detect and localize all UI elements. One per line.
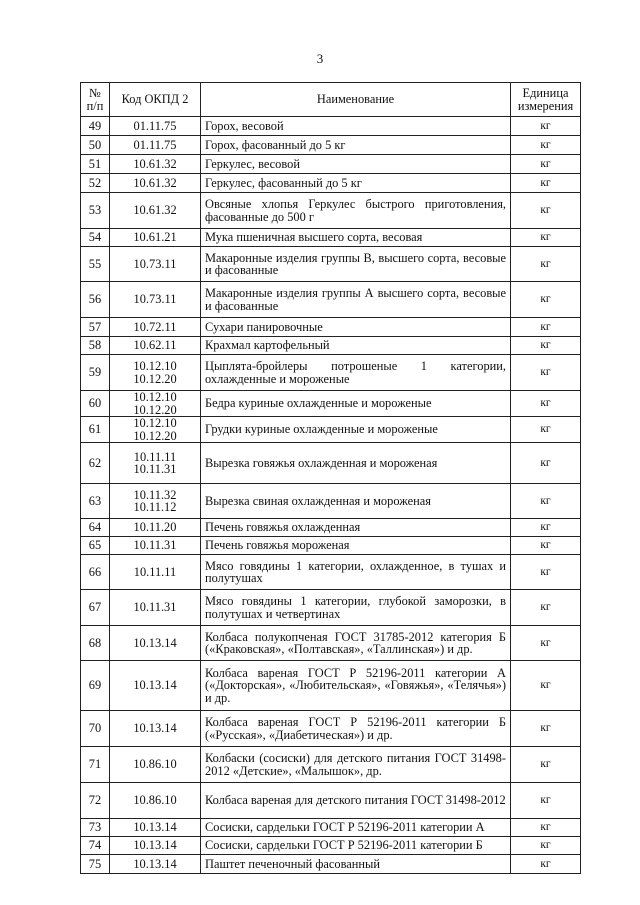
- table-row: [81, 282, 581, 318]
- row-code: [110, 661, 201, 711]
- row-unit: кг: [511, 337, 581, 355]
- row-code: [110, 155, 201, 174]
- table-row: [81, 484, 581, 519]
- table-row: [81, 747, 581, 783]
- row-number: 63: [81, 484, 110, 519]
- table-row: [81, 537, 581, 555]
- row-number: 66: [81, 555, 110, 590]
- row-unit: кг: [511, 626, 581, 661]
- header-unit: Единица измерения: [511, 83, 581, 117]
- okpd-code: 10.62.11: [133, 338, 177, 353]
- table-row: [81, 174, 581, 193]
- okpd-code: 10.13.14: [133, 635, 177, 650]
- row-code: [110, 590, 201, 626]
- row-number: 70: [81, 711, 110, 747]
- row-code: [110, 174, 201, 193]
- row-name: Сосиски, сардельки ГОСТ Р 52196-2011 категории А: [201, 819, 511, 837]
- row-unit: кг: [511, 555, 581, 590]
- okpd-code: 10.11.11: [133, 564, 177, 579]
- row-number: 57: [81, 318, 110, 337]
- table-row: [81, 855, 581, 874]
- row-name: Сухари панировочные: [201, 318, 511, 337]
- table-row: [81, 247, 581, 282]
- table-body: [81, 117, 581, 874]
- row-unit: кг: [511, 136, 581, 155]
- table-row: [81, 590, 581, 626]
- table-row: [81, 355, 581, 391]
- row-name: Бедра куриные охлажденные и мороженые: [201, 391, 511, 417]
- table-row: [81, 136, 581, 155]
- row-unit: кг: [511, 391, 581, 417]
- row-name: Вырезка свиная охлажденная и мороженая: [201, 484, 511, 519]
- row-code: [110, 282, 201, 318]
- table-row: [81, 819, 581, 837]
- row-number: 71: [81, 747, 110, 783]
- row-code: [110, 837, 201, 855]
- row-number: 59: [81, 355, 110, 391]
- row-unit: кг: [511, 819, 581, 837]
- row-unit: кг: [511, 443, 581, 484]
- row-unit: кг: [511, 484, 581, 519]
- row-unit: кг: [511, 155, 581, 174]
- table-header-row: [81, 83, 581, 117]
- products-table: [80, 82, 581, 874]
- table-row: [81, 155, 581, 174]
- row-code: [110, 355, 201, 391]
- row-name: Мясо говядины 1 категории, охлажденное, в тушах и полутушах: [201, 555, 511, 590]
- row-name: Колбаса полукопченая ГОСТ 31785-2012 категория Б («Краковская», «Полтавская», «Таллинская») и др.: [201, 626, 511, 661]
- okpd-code: 10.13.14: [133, 856, 177, 871]
- page-number: 3: [316, 51, 324, 66]
- okpd-code: 10.86.10: [133, 793, 177, 808]
- row-code: [110, 443, 201, 484]
- row-name: Геркулес, весовой: [201, 155, 511, 174]
- okpd-code: 10.11.32: [133, 487, 177, 502]
- row-code: [110, 318, 201, 337]
- row-code: [110, 136, 201, 155]
- okpd-code: 10.72.11: [133, 319, 177, 334]
- row-number: 53: [81, 193, 110, 229]
- row-name: Колбаса вареная для детского питания ГОСТ 31498-2012: [201, 783, 511, 819]
- row-code: [110, 193, 201, 229]
- row-unit: кг: [511, 590, 581, 626]
- table-row: [81, 711, 581, 747]
- row-name: Цыплята-бройлеры потрошеные 1 категории, охлажденные и мороженые: [201, 355, 511, 391]
- row-code: [110, 519, 201, 537]
- row-unit: кг: [511, 318, 581, 337]
- table-row: [81, 555, 581, 590]
- row-code: [110, 229, 201, 247]
- row-unit: кг: [511, 519, 581, 537]
- row-name: Овсяные хлопья Геркулес быстрого приготовления, фасованные до 500 г: [201, 193, 511, 229]
- row-name: Мука пшеничная высшего сорта, весовая: [201, 229, 511, 247]
- okpd-code: 10.11.31: [133, 600, 177, 615]
- row-name: Печень говяжья охлажденная: [201, 519, 511, 537]
- row-number: 49: [81, 117, 110, 136]
- row-number: 68: [81, 626, 110, 661]
- okpd-code: 10.13.14: [133, 678, 177, 693]
- row-unit: кг: [511, 783, 581, 819]
- table-row: [81, 318, 581, 337]
- header-code: Код ОКПД 2: [110, 83, 201, 117]
- okpd-code: 10.61.32: [133, 203, 177, 218]
- okpd-code: 10.11.31: [133, 462, 177, 476]
- row-code: [110, 484, 201, 519]
- row-name: Крахмал картофельный: [201, 337, 511, 355]
- row-number: 61: [81, 417, 110, 443]
- okpd-code: 10.13.14: [133, 820, 177, 835]
- table-row: [81, 417, 581, 443]
- row-unit: кг: [511, 117, 581, 136]
- row-number: 52: [81, 174, 110, 193]
- row-name: Печень говяжья мороженая: [201, 537, 511, 555]
- row-number: 60: [81, 391, 110, 417]
- row-name: Горох, весовой: [201, 117, 511, 136]
- row-name: Грудки куриные охлажденные и мороженые: [201, 417, 511, 443]
- okpd-code: 10.11.31: [133, 538, 177, 553]
- table-row: [81, 626, 581, 661]
- header-name: Наименование: [201, 83, 511, 117]
- row-name: Мясо говядины 1 категории, глубокой заморозки, в полутушах и четвертинах: [201, 590, 511, 626]
- row-number: 54: [81, 229, 110, 247]
- okpd-code: 01.11.75: [133, 137, 177, 152]
- row-code: [110, 117, 201, 136]
- row-unit: кг: [511, 355, 581, 391]
- okpd-code: 01.11.75: [133, 118, 177, 133]
- okpd-code: 10.61.21: [133, 230, 177, 245]
- row-number: 65: [81, 537, 110, 555]
- row-code: [110, 417, 201, 443]
- table-row: [81, 661, 581, 711]
- row-unit: кг: [511, 282, 581, 318]
- table-row: [81, 837, 581, 855]
- okpd-code: 10.73.11: [133, 256, 177, 271]
- table-row: [81, 117, 581, 136]
- okpd-code: 10.12.10: [133, 416, 177, 430]
- row-code: [110, 391, 201, 417]
- row-number: 75: [81, 855, 110, 874]
- row-number: 56: [81, 282, 110, 318]
- row-number: 64: [81, 519, 110, 537]
- row-name: Горох, фасованный до 5 кг: [201, 136, 511, 155]
- row-unit: кг: [511, 661, 581, 711]
- okpd-code: 10.12.10: [133, 390, 177, 404]
- okpd-code: 10.13.14: [133, 721, 177, 736]
- okpd-code: 10.61.32: [133, 156, 177, 171]
- row-number: 50: [81, 136, 110, 155]
- row-code: [110, 626, 201, 661]
- row-code: [110, 783, 201, 819]
- row-code: [110, 555, 201, 590]
- table-row: [81, 229, 581, 247]
- row-number: 73: [81, 819, 110, 837]
- okpd-code: 10.11.11: [133, 449, 177, 464]
- okpd-code: 10.12.20: [133, 428, 177, 443]
- row-unit: кг: [511, 174, 581, 193]
- row-code: [110, 819, 201, 837]
- row-name: Сосиски, сардельки ГОСТ Р 52196-2011 категории Б: [201, 837, 511, 855]
- row-code: [110, 711, 201, 747]
- okpd-code: 10.11.20: [133, 520, 177, 535]
- row-number: 62: [81, 443, 110, 484]
- table-row: [81, 783, 581, 819]
- row-name: Колбаса вареная ГОСТ Р 52196-2011 категории А («Докторская», «Любительская», «Говяжья», «Телячья») и др.: [201, 661, 511, 711]
- row-unit: кг: [511, 837, 581, 855]
- row-number: 58: [81, 337, 110, 355]
- row-number: 69: [81, 661, 110, 711]
- row-unit: кг: [511, 229, 581, 247]
- row-name: Вырезка говяжья охлажденная и мороженая: [201, 443, 511, 484]
- row-number: 55: [81, 247, 110, 282]
- okpd-code: 10.11.12: [133, 500, 177, 514]
- row-unit: кг: [511, 193, 581, 229]
- table-row: [81, 193, 581, 229]
- okpd-code: 10.73.11: [133, 292, 177, 307]
- okpd-code: 10.12.20: [133, 371, 177, 386]
- row-name: Паштет печеночный фасованный: [201, 855, 511, 874]
- header-num: № п/п: [81, 83, 110, 117]
- row-number: 67: [81, 590, 110, 626]
- row-unit: кг: [511, 417, 581, 443]
- row-name: Колбаски (сосиски) для детского питания ГОСТ 31498-2012 «Детские», «Малышок», др.: [201, 747, 511, 783]
- row-name: Макаронные изделия группы В, высшего сорта, весовые и фасованные: [201, 247, 511, 282]
- table-row: [81, 519, 581, 537]
- row-unit: кг: [511, 747, 581, 783]
- row-code: [110, 747, 201, 783]
- okpd-code: 10.13.14: [133, 838, 177, 853]
- row-code: [110, 855, 201, 874]
- row-number: 74: [81, 837, 110, 855]
- row-code: [110, 537, 201, 555]
- row-name: Макаронные изделия группы А высшего сорта, весовые и фасованные: [201, 282, 511, 318]
- okpd-code: 10.86.10: [133, 757, 177, 772]
- row-code: [110, 337, 201, 355]
- table-row: [81, 391, 581, 417]
- table-row: [81, 337, 581, 355]
- okpd-code: 10.12.10: [133, 359, 177, 373]
- row-unit: кг: [511, 537, 581, 555]
- okpd-code: 10.12.20: [133, 402, 177, 417]
- row-code: [110, 247, 201, 282]
- okpd-code: 10.61.32: [133, 175, 177, 190]
- row-number: 72: [81, 783, 110, 819]
- row-unit: кг: [511, 711, 581, 747]
- row-unit: кг: [511, 855, 581, 874]
- row-name: Колбаса вареная ГОСТ Р 52196-2011 категории Б («Русская», «Диабетическая») и др.: [201, 711, 511, 747]
- row-unit: кг: [511, 247, 581, 282]
- row-number: 51: [81, 155, 110, 174]
- row-name: Геркулес, фасованный до 5 кг: [201, 174, 511, 193]
- table-row: [81, 443, 581, 484]
